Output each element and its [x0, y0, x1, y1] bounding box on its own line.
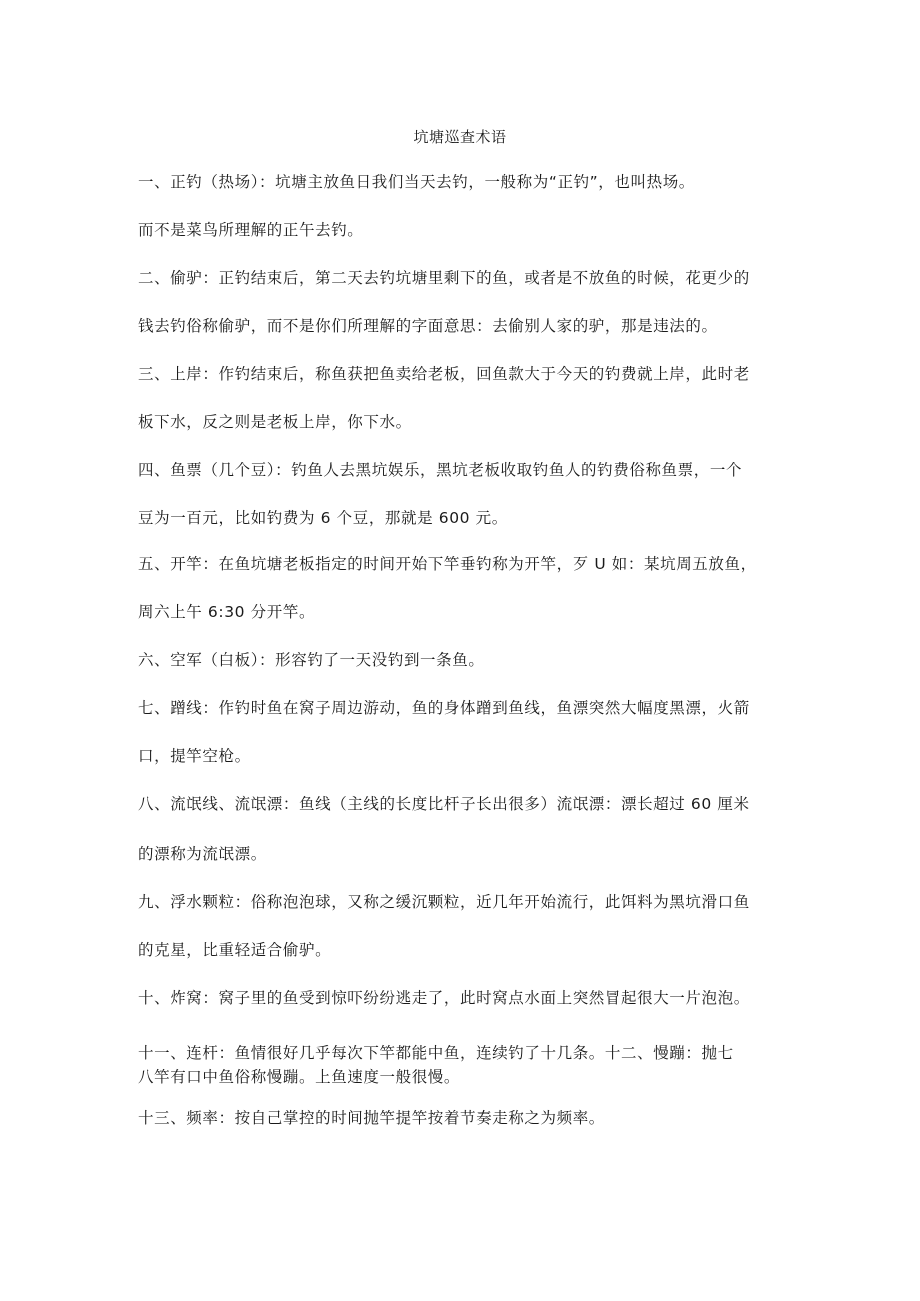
- term-11-line-1: 十一、连杆：鱼情很好几乎每次下竿都能中鱼，连续钓了十几条。十二、慢蹦：抛七: [138, 1044, 734, 1062]
- term-11-line-2: 八竿有口中鱼俗称慢蹦。上鱼速度一般很慢。: [138, 1068, 461, 1086]
- term-3-line-1: 三、上岸：作钓结束后，称鱼获把鱼卖给老板，回鱼款大于今天的钓费就上岸，此时老: [138, 365, 750, 383]
- term-10-line-1: 十、炸窝：窝子里的鱼受到惊吓纷纷逃走了，此时窝点水面上突然冒起很大一片泡泡。: [138, 989, 750, 1007]
- term-1-line-1: 一、正钓（热场）：坑塘主放鱼日我们当天去钓，一般称为“正钓”，也叫热场。: [138, 173, 695, 191]
- term-2-line-1: 二、偷驴：正钓结束后，第二天去钓坑塘里剩下的鱼，或者是不放鱼的时候，花更少的: [138, 269, 750, 287]
- term-1-line-2: 而不是菜鸟所理解的正午去钓。: [138, 221, 364, 239]
- term-8-line-1: 八、流氓线、流氓漂：鱼线（主线的长度比杆子长出很多）流氓漂：漂长超过 60 厘米: [138, 795, 750, 813]
- term-7-line-1: 七、蹭线：作钓时鱼在窝子周边游动，鱼的身体蹭到鱼线，鱼漂突然大幅度黑漂，火箭: [138, 699, 750, 717]
- term-6-line-1: 六、空军（白板）：形容钓了一天没钓到一条鱼。: [138, 651, 485, 669]
- term-3-line-2: 板下水，反之则是老板上岸，你下水。: [138, 413, 412, 431]
- term-9-line-2: 的克星，比重轻适合偷驴。: [138, 941, 332, 959]
- term-5-line-1: 五、开竿：在鱼坑塘老板指定的时间开始下竿垂钓称为开竿，歹 U 如：某坑周五放鱼，: [138, 555, 757, 573]
- term-8-line-2: 的漂称为流氓漂。: [138, 845, 267, 863]
- term-5-line-2: 周六上午 6:30 分开竿。: [138, 603, 316, 621]
- term-13-line-1: 十三、频率：按自己掌控的时间抛竿提竿按着节奏走称之为频率。: [138, 1109, 605, 1127]
- document-title: 坑塘巡查术语: [413, 128, 507, 146]
- term-4-line-1: 四、鱼票（几个豆）：钓鱼人去黑坑娱乐，黑坑老板收取钓鱼人的钓费俗称鱼票，一个: [138, 461, 743, 479]
- term-9-line-1: 九、浮水颗粒：俗称泡泡球，又称之缓沉颗粒，近几年开始流行，此饵料为黑坑滑口鱼: [138, 893, 750, 911]
- term-4-line-2: 豆为一百元，比如钓费为 6 个豆，那就是 600 元。: [138, 509, 508, 527]
- term-2-line-2: 钱去钓俗称偷驴，而不是你们所理解的字面意思：去偷别人家的驴，那是违法的。: [138, 317, 718, 335]
- term-7-line-2: 口，提竿空枪。: [138, 747, 251, 765]
